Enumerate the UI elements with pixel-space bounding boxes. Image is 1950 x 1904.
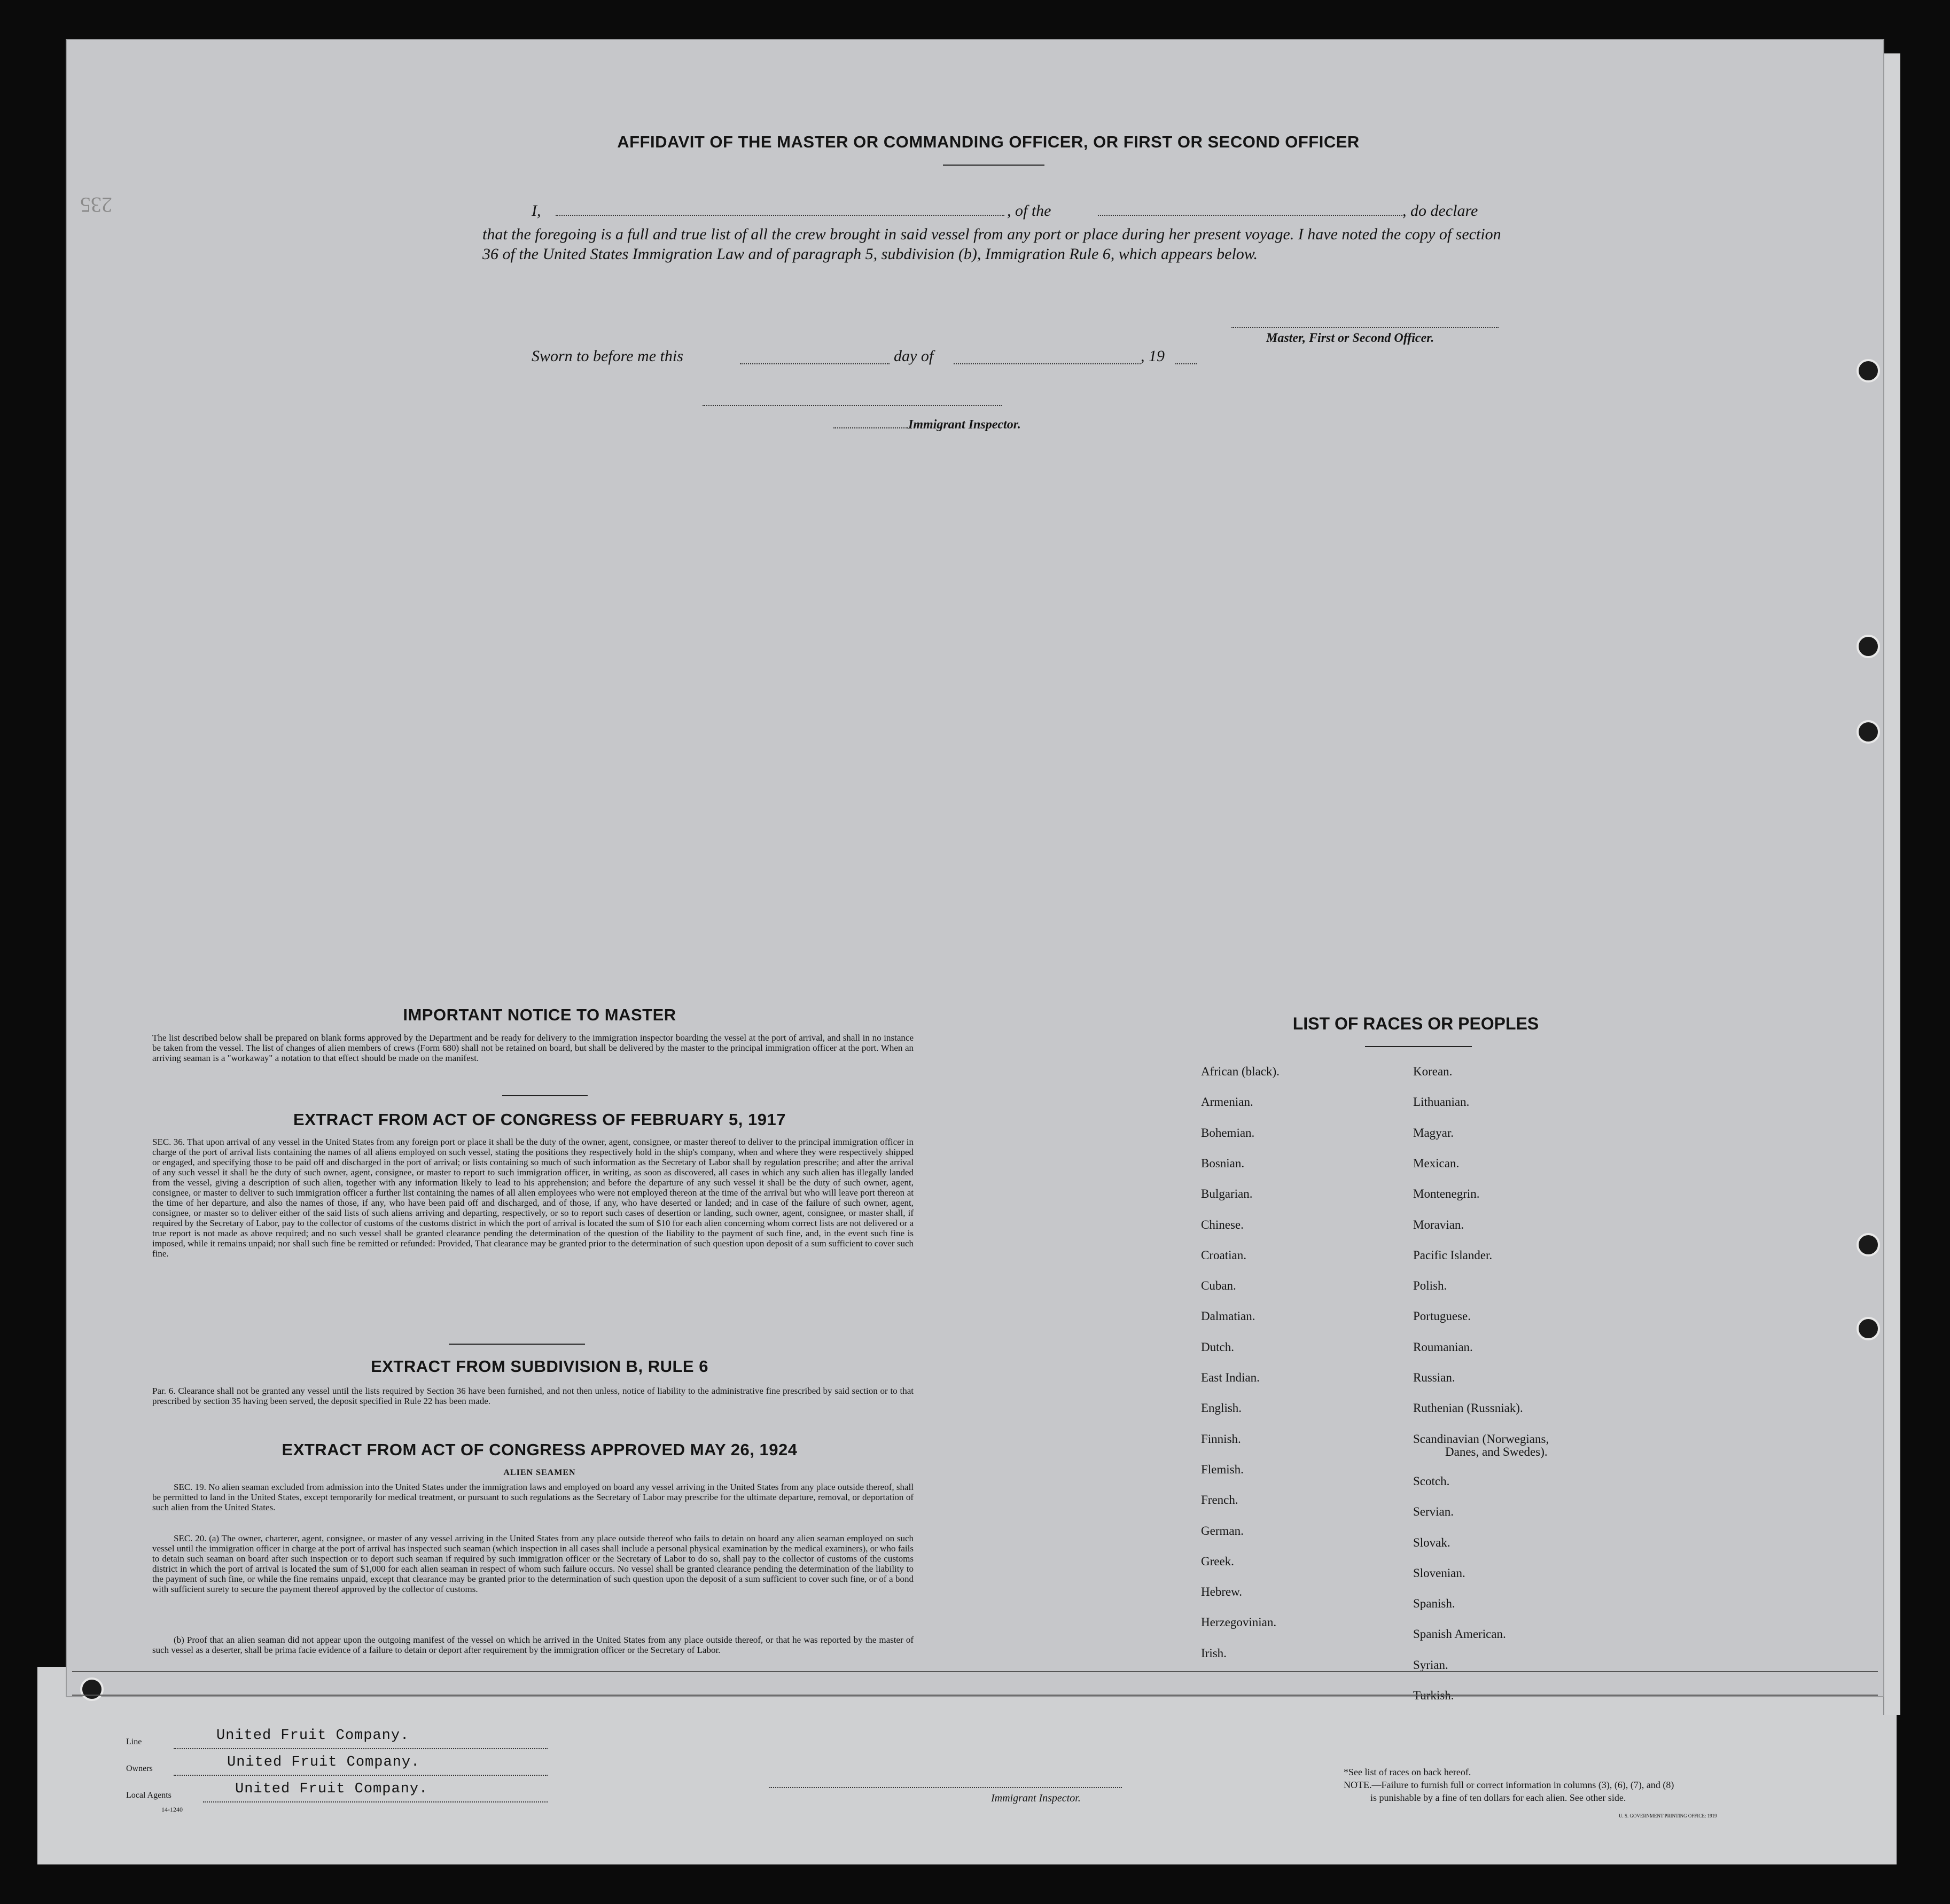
owners-label: Owners <box>126 1764 153 1773</box>
affidavit-of-the: , of the <box>1007 202 1051 220</box>
race-item: Dalmatian. <box>1201 1309 1255 1323</box>
race-item: African (black). <box>1201 1065 1280 1078</box>
race-item: East Indian. <box>1201 1371 1260 1384</box>
extract-1924-sec19: SEC. 19. No alien seaman excluded from admission into the United States under the immigration laws and employed on board any vessel arriving in the United States from any place outside thereof, shall be permitted to land in the United States, except temporarily for medical treatment, or pursuant to such regulations as the Secretary of Labor may prescribe for the ultimate departure, removal, or deportation of such alien from the United States. <box>152 1482 914 1512</box>
rule6-title: EXTRACT FROM SUBDIVISION B, RULE 6 <box>371 1357 708 1376</box>
extract-1917-title: EXTRACT FROM ACT OF CONGRESS OF FEBRUARY 5, 1917 <box>293 1110 786 1129</box>
affidavit-title: AFFIDAVIT OF THE MASTER OR COMMANDING OFFICER, OR FIRST OR SECOND OFFICER <box>617 132 1360 151</box>
punch-hole-icon <box>1857 359 1880 383</box>
owners-blank <box>174 1775 548 1776</box>
punch-hole-icon <box>80 1677 104 1701</box>
agents-value: United Fruit Company. <box>235 1781 428 1797</box>
notice-text: The list described below shall be prepared on blank forms approved by the Department and be ready for delivery to the immigration inspector boarding the vessel at the port of arrival, and shall in no instance be taken from the vessel. The list of changes of alien members of crews (Form 680) shall not be retained on board, but shall be delivered by the master to the principal immigration officer at the port. When an arriving seaman is a "workaway" a notation to that effect should be made on the manifest. <box>152 1033 914 1063</box>
agents-label: Local Agents <box>126 1791 171 1800</box>
race-item: Lithuanian. <box>1413 1095 1470 1109</box>
notice-title: IMPORTANT NOTICE TO MASTER <box>403 1005 676 1024</box>
race-item: Portuguese. <box>1413 1309 1471 1323</box>
race-item: German. <box>1201 1524 1244 1538</box>
race-item: Mexican. <box>1413 1156 1460 1170</box>
sworn-prefix: Sworn to before me this <box>532 347 683 365</box>
punch-hole-icon <box>1857 635 1880 658</box>
section-rule <box>502 1095 588 1096</box>
affidavit-i: I, <box>532 202 541 220</box>
footer-note-races: *See list of races on back hereof. <box>1344 1767 1471 1777</box>
sworn-day-blank[interactable] <box>740 363 890 364</box>
sworn-day-of: day of <box>894 347 934 365</box>
race-item: Bulgarian. <box>1201 1187 1253 1201</box>
race-item: Slovenian. <box>1413 1566 1465 1580</box>
inspector-signature-line[interactable] <box>703 405 1002 406</box>
footer-inspector-label: Immigrant Inspector. <box>991 1792 1081 1804</box>
race-item: Spanish. <box>1413 1597 1455 1611</box>
affidavit-body: that the foregoing is a full and true list of all the crew brought in said vessel from any port or place during her present voyage. I have noted the copy of section 36 of the United States Immigration Law and of paragraph 5, subdivision (b), Immigration Rule 6, which appears below. <box>482 225 1501 263</box>
column-ruling <box>72 1695 1878 1696</box>
race-item: Servian. <box>1413 1505 1454 1519</box>
affidavit-declare: , do declare <box>1402 202 1478 220</box>
agents-blank <box>203 1801 548 1802</box>
race-item: Moravian. <box>1413 1218 1464 1231</box>
race-item: Greek. <box>1201 1554 1234 1568</box>
master-signature-label: Master, First or Second Officer. <box>1266 331 1434 345</box>
race-item: Finnish. <box>1201 1432 1241 1446</box>
extract-1924-subtitle: ALIEN SEAMEN <box>503 1468 576 1477</box>
inspector-lead-dots <box>833 427 908 428</box>
page-number: 235 <box>80 193 112 217</box>
line-label: Line <box>126 1737 142 1746</box>
race-item: Scotch. <box>1413 1474 1450 1488</box>
title-rule <box>943 165 1044 166</box>
races-rule <box>1365 1046 1472 1047</box>
section-rule <box>449 1344 585 1345</box>
race-item: Roumanian. <box>1413 1340 1473 1354</box>
race-item: Irish. <box>1201 1646 1227 1660</box>
inspector-signature-label: Immigrant Inspector. <box>908 418 1021 432</box>
line-value: United Fruit Company. <box>216 1728 410 1744</box>
race-item: Bohemian. <box>1201 1126 1255 1140</box>
race-item: Spanish American. <box>1413 1627 1506 1641</box>
race-item: Flemish. <box>1201 1462 1244 1476</box>
punch-hole-icon <box>1857 720 1880 744</box>
footer-note-1: NOTE.—Failure to furnish full or correct information in columns (3), (6), (7), and (8) <box>1344 1780 1674 1790</box>
master-signature-line[interactable] <box>1231 327 1499 328</box>
punch-hole-icon <box>1857 1317 1880 1340</box>
punch-hole-icon <box>1857 1233 1880 1257</box>
vessel-blank[interactable] <box>1098 215 1402 216</box>
line-blank <box>174 1748 548 1749</box>
printer-imprint: U. S. GOVERNMENT PRINTING OFFICE: 1919 <box>1619 1813 1717 1819</box>
race-item: Cuban. <box>1201 1279 1236 1293</box>
race-item: Pacific Islander. <box>1413 1248 1493 1262</box>
form-number: 14-1240 <box>161 1806 183 1813</box>
race-item: French. <box>1201 1493 1238 1507</box>
extract-1924-sec20a: SEC. 20. (a) The owner, charterer, agent, consignee, or master of any vessel arriving in the United States from any place outside thereof who fails to detain on board any alien seaman employed on such vessel until the immigration officer in charge at the port of arrival has inspected such seaman (which inspection in all cases shall include a personal physical examination by the medical examiners), or who fails to detain such seaman on board after such inspection or to deport such seaman if required by such immigration officer or the Secretary of Labor to do so, shall pay to the collector of customs of the customs district in which the port of arrival is located the sum of $1,000 for each alien seaman in respect of whom such failure occurs. No vessel shall be granted clearance pending the determination of the liability to the payment of such fine, or while the fine remains unpaid, except that clearance may be granted prior to the determination of such question upon the deposit of a sum sufficient to cover such fine, or of a bond with sufficient surety to secure the payment thereof approved by the collector of customs. <box>152 1533 914 1594</box>
column-ruling <box>72 1671 1878 1672</box>
race-item: Bosnian. <box>1201 1156 1245 1170</box>
race-item: Magyar. <box>1413 1126 1454 1140</box>
race-item: Scandinavian (Norwegians, <box>1413 1432 1549 1446</box>
race-item: Croatian. <box>1201 1248 1246 1262</box>
race-item: Ruthenian (Russniak). <box>1413 1401 1523 1415</box>
race-item: Herzegovinian. <box>1201 1616 1277 1629</box>
race-item: Danes, and Swedes). <box>1445 1445 1548 1458</box>
sworn-year-blank[interactable] <box>1175 363 1197 364</box>
race-item: Dutch. <box>1201 1340 1234 1354</box>
sheet-edge <box>1883 53 1900 1715</box>
race-item: Chinese. <box>1201 1218 1244 1231</box>
extract-1924-sec20b: (b) Proof that an alien seaman did not appear upon the outgoing manifest of the vessel on which he arrived in the United States from any place outside thereof, or that he was reported by the master of such vessel as a deserter, shall be prima facie evidence of a failure to detain or deport after requirement by the immigration officer or the Secretary of Labor. <box>152 1635 914 1655</box>
race-item: Korean. <box>1413 1065 1453 1078</box>
race-item: Montenegrin. <box>1413 1187 1480 1201</box>
race-item: Syrian. <box>1413 1658 1448 1672</box>
owners-value: United Fruit Company. <box>227 1754 420 1770</box>
sworn-month-blank[interactable] <box>954 363 1141 364</box>
race-item: Turkish. <box>1413 1689 1454 1702</box>
footer-inspector-line <box>769 1787 1122 1788</box>
race-item: Slovak. <box>1413 1535 1450 1549</box>
sworn-year: , 19 <box>1141 347 1165 365</box>
name-blank[interactable] <box>556 215 1004 216</box>
race-item: English. <box>1201 1401 1242 1415</box>
races-title: LIST OF RACES OR PEOPLES <box>1292 1014 1539 1033</box>
extract-1917-text: SEC. 36. That upon arrival of any vessel in the United States from any foreign port or place it shall be the duty of the owner, agent, consignee, or master thereof to deliver to the principal immigration officer in charge of the port of arrival lists containing the names of all aliens employed on such vessel, stating the positions they respectively hold in the ship's company, when and where they were respectively shipped or engaged, and specifying those to be paid off and discharged in the port of arrival; or lists containing so much of such information as the Secretary of Labor shall by regulation prescribe; and after the arrival of any such vessel it shall be the duty of such owner, agent, consignee, or master to report to such immigration officer, in writing, as soon as discovered, all cases in which any such alien has illegally landed from the vessel, giving a description of such alien, together with any information likely to lead to his apprehension; and before the departure of any such vessel it shall be the duty of such owner, agent, consignee, or master to deliver to such immigration officer a further list containing the names of all alien employees who were not employed thereon at the time of the arrival but who will leave port thereon at the time of her departure, and also the names of those, if any, who have been paid off and discharged, and of those, if any, who have deserted or landed; and in case of the failure of such owner, agent, consignee, or master so to deliver either of the said lists of such aliens arriving and departing, respectively, or so to report such cases of desertion or landing, such owner, agent, consignee, or master shall, if required by the Secretary of Labor, pay to the collector of customs of the customs district in which the port of arrival is located the sum of $10 for each alien concerning whom correct lists are not delivered or a true report is not made as above required; and no such vessel shall be granted clearance pending the determination of the question of the liability to the payment of such fine, and, in the event such fine is imposed, while it remains unpaid; nor shall such fine be remitted or refunded: Provided, That clearance may be granted prior to the determination of such question upon deposit of a sum sufficient to cover such fine. <box>152 1137 914 1259</box>
rule6-text: Par. 6. Clearance shall not be granted any vessel until the lists required by Section 36 have been furnished, and not then unless, notice of liability to the administrative fine prescribed by said section or to that prescribed by section 35 having been served, the deposit specified in Rule 22 has been made. <box>152 1386 914 1406</box>
race-item: Russian. <box>1413 1371 1455 1384</box>
race-item: Polish. <box>1413 1279 1447 1293</box>
extract-1924-title: EXTRACT FROM ACT OF CONGRESS APPROVED MAY 26, 1924 <box>282 1440 798 1459</box>
footer-note-2: is punishable by a fine of ten dollars for each alien. See other side. <box>1370 1792 1626 1803</box>
race-item: Hebrew. <box>1201 1585 1243 1599</box>
race-item: Armenian. <box>1201 1095 1253 1109</box>
